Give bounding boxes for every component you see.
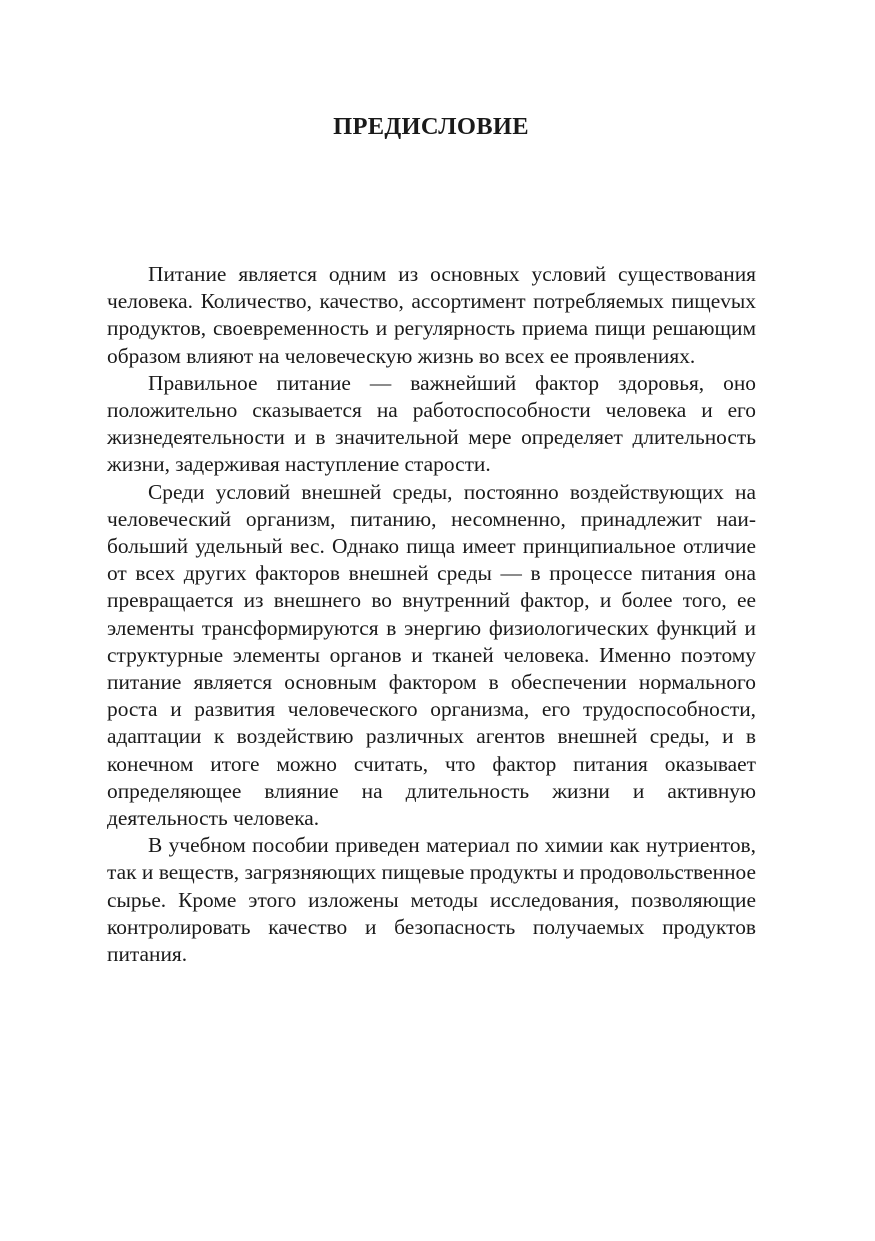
paragraph-3: Среди условий внешней среды, постоянно воздействующих на человеческий организм, питанию, несомненно, принадлежит наибольший удельный вес. Однако пища имеет принципиальное отличие от всех других факторов внешней среды — в процессе питания она превращается из внешнего во внутренний фактор, и более того, ее элементы трансформируются в энергию физиологических функций и структурные элементы органов и тканей человека. Именно поэтому питание является основным фактором в обеспечении нормального роста и развития человеческого организма, его трудоспособности, адаптации к воздействию различных агентов внешней среды, и в конечном итоге можно считать, что фактор питания оказывает определяющее влияние на длительность жизни и активную деятельность человека. — [107, 479, 756, 831]
body-text — [107, 261, 756, 968]
paragraph-2: Правильное питание — важнейший фактор здоровья, оно положительно сказывается на работоспособности человека и его жизнедеятельности и в значительной мере определяет длительность жизни, задерживая наступление старости. — [107, 370, 756, 477]
paragraph-4: В учебном пособии приведен материал по химии как нутриентов, так и веществ, загрязняющих пищевые продукты и продовольственное сырье. Кроме этого изложены методы исследования, позволяющие контролировать качество и безопасность получаемых продуктов питания. — [107, 833, 756, 967]
paragraph-1: Питание является одним из основных условий существования человека. Количество, качество, ассортимент потребляемых пищеvых продуктов, своевременность и регулярность приема пищи решающим образом влияют на человеческую жизнь во всех ее проявлениях. — [107, 262, 756, 368]
page-title: ПРЕДИСЛОВИЕ — [333, 113, 529, 140]
